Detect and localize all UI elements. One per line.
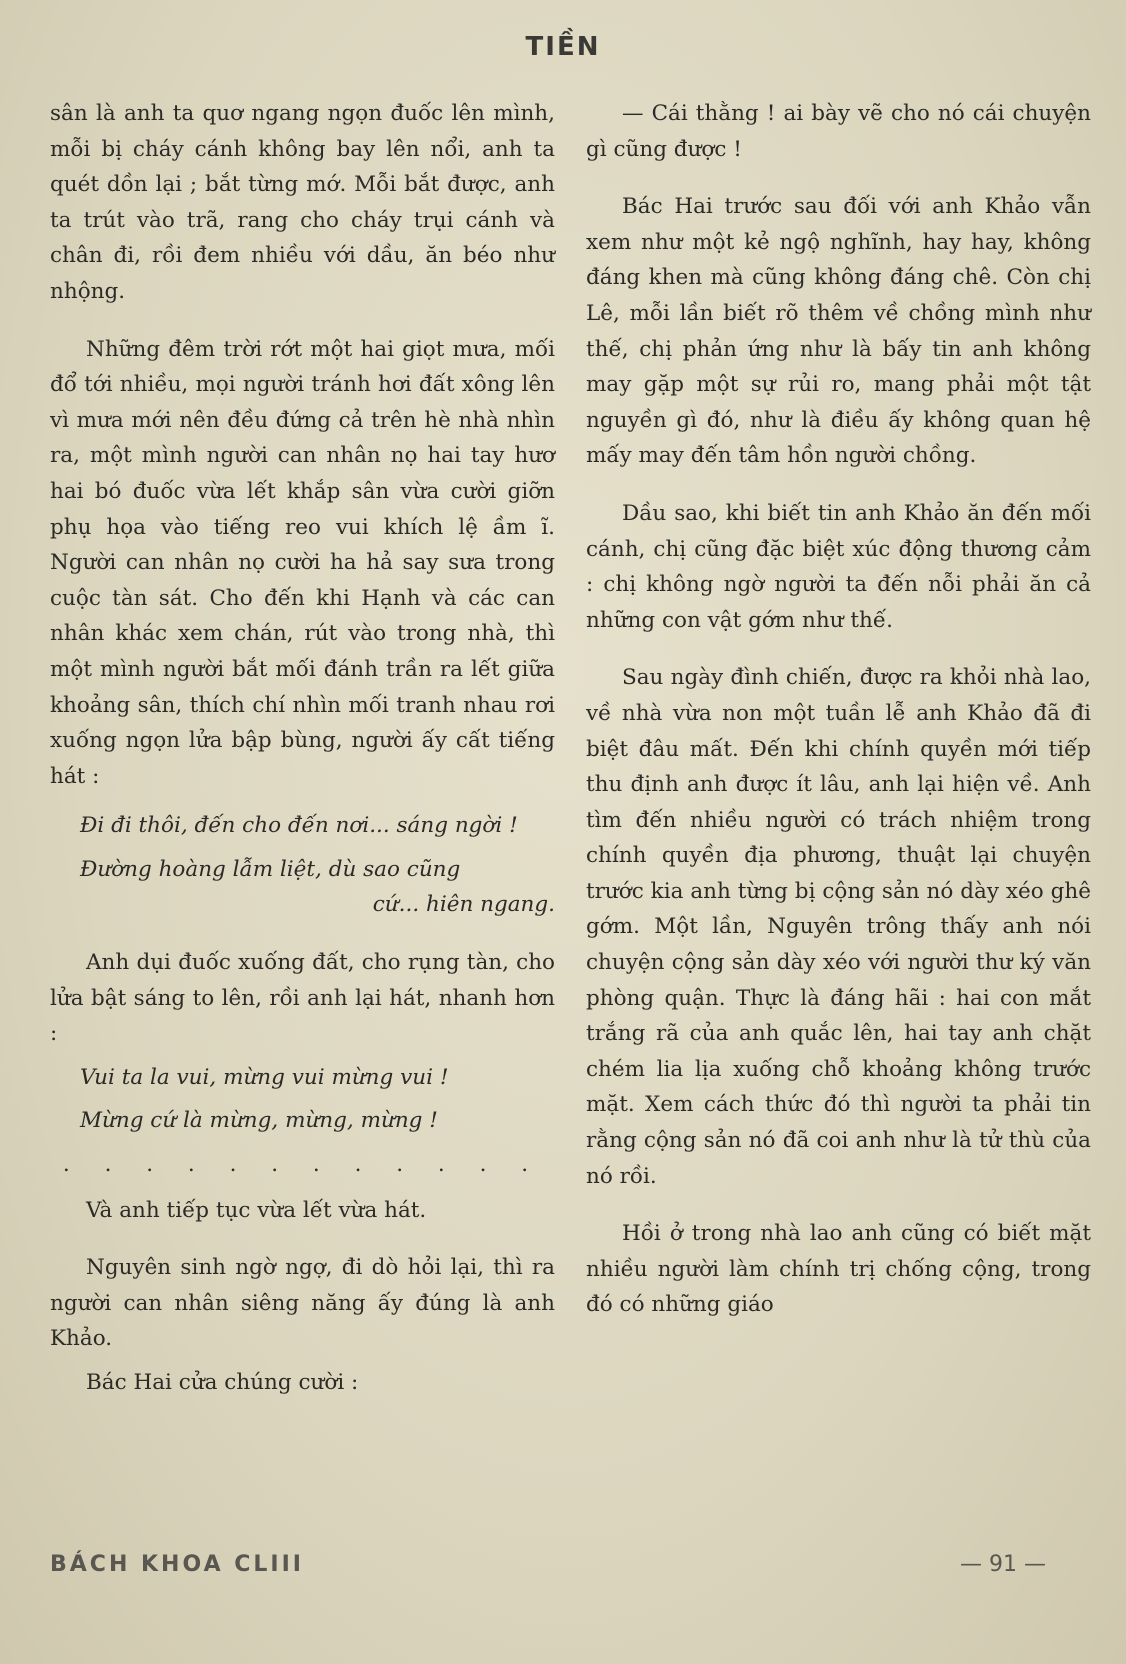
verse-line: Đường hoàng lẫm liệt, dù sao cũng [80,856,461,882]
paragraph: sân là anh ta quơ ngang ngọn đuốc lên mình, mỗi bị cháy cánh không bay lên nổi, anh ta quét dồn lại ; bắt từng mớ. Mỗi bắt được, anh ta trút vào trã, rang cho cháy trụi cánh và chân đi, rồi đem nhiều với dầu, ăn béo như nhộng. [50,101,555,304]
paragraph: Nguyên sinh ngờ ngợ, đi dò hỏi lại, thì ra người can nhân siêng năng ấy đúng là anh Khảo. [50,1255,555,1352]
verse-line: Mừng cứ là mừng, mừng, mừng ! [80,1108,438,1134]
paragraph: Bác Hai cửa chúng cười : [86,1370,359,1395]
right-column [586,96,1091,1345]
paragraph: Và anh tiếp tục vừa lết vừa hát. [86,1197,427,1223]
page-header: TIỀN [525,32,601,62]
left-column [50,96,555,1423]
paragraph: Dầu sao, khi biết tin anh Khảo ăn đến mối cánh, chị cũng đặc biệt xúc động thương cảm : chị không ngờ người ta đến nỗi phải ăn cả những con vật gớm như thế. [586,500,1091,633]
verse-line: Đi đi thôi, đến cho đến nơi... sáng ngời ! [80,813,518,839]
verse-line: cứ... hiên ngang. [372,892,555,918]
paragraph: Hồi ở trong nhà lao anh cũng có biết mặt nhiều người làm chính trị chống cộng, trong đó có những giáo [586,1221,1091,1318]
section-divider: . . . . . . . . . . . . [62,1152,543,1178]
footer-page-number: — 91 — [960,1552,1046,1577]
paragraph: — Cái thằng ! ai bày vẽ cho nó cái chuyện gì cũng được ! [586,101,1091,162]
paragraph: Anh dụi đuốc xuống đất, cho rụng tàn, cho lửa bật sáng to lên, rồi anh lại hát, nhanh hơn : [50,950,555,1047]
paragraph: Sau ngày đình chiến, được ra khỏi nhà lao, về nhà vừa non một tuần lễ anh Khảo đã đi biệt đâu mất. Đến khi chính quyền mới tiếp thu định anh được ít lâu, anh lại hiện về. Anh tìm đến nhiều người có trách nhiệm trong chính quyền địa phương, thuật lại chuyện trước kia anh từng bị cộng sản nó dày xéo ghê gớm. Một lần, Nguyên trông thấy anh nói chuyện cộng sản dày xéo với người thư ký văn phòng quận. Thực là đáng hãi : hai con mắt trắng rã của anh quắc lên, hai tay anh chặt chém lia lịa xuống chỗ khoảng không trước mặt. Xem cách thức đó thì người ta phải tin rằng cộng sản nó đã coi anh như là tử thù của nó rồi. [586,665,1091,1189]
paragraph: Bác Hai trước sau đối với anh Khảo vẫn xem như một kẻ ngộ nghĩnh, hay hay, không đáng khen mà cũng không đáng chê. Còn chị Lê, mỗi lần biết rõ thêm về chồng mình như thế, chị phản ứng như là bấy tin anh không may gặp một sự rủi ro, mang phải một tật nguyền gì đó, như là điều ấy không quan hệ mấy may đến tâm hồn người chồng. [586,194,1091,469]
paragraph: Những đêm trời rớt một hai giọt mưa, mối đổ tới nhiều, mọi người tránh hơi đất xông lên vì mưa mới nên đều đứng cả trên hè nhà nhìn ra, một mình người can nhân nọ hai tay hươ hai bó đuốc vừa lết khắp sân vừa cười giỡn phụ họa vào tiếng reo vui khích lệ ầm ĩ. Người can nhân nọ cười ha hả say sưa trong cuộc tàn sát. Cho đến khi Hạnh và các can nhân khác xem chán, rút vào trong nhà, thì một mình người bắt mối đánh trần ra lết giữa khoảng sân, thích chí nhìn mối tranh nhau rơi xuống ngọn lửa bập bùng, người ấy cất tiếng hát : [50,336,555,789]
verse-line: Vui ta la vui, mừng vui mừng vui ! [80,1064,449,1090]
footer-magazine-name: BÁCH KHOA CLIII [50,1552,304,1577]
